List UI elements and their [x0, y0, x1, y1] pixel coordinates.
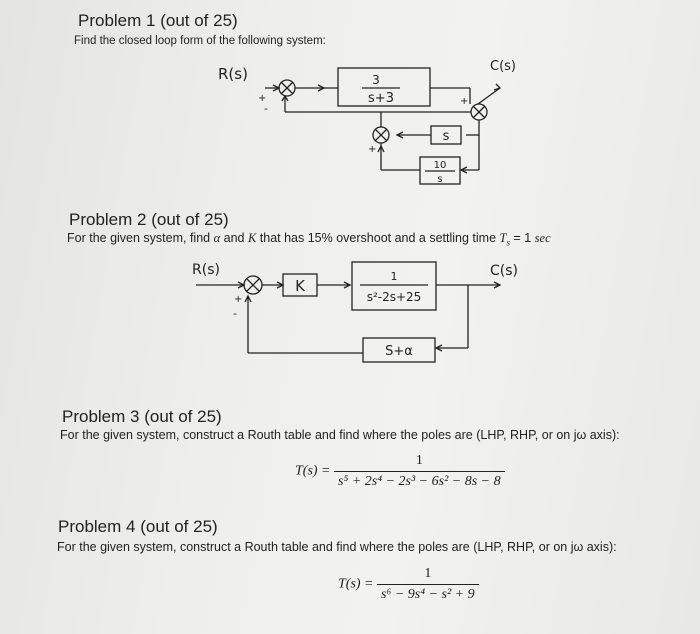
problem4-title: Problem 4 (out of 25): [58, 517, 218, 536]
p1-output-label: C(s): [490, 59, 516, 74]
problem4-description: For the given system, construct a Routh table and find where the poles are (LHP, RHP, or on jω axis):: [57, 540, 617, 554]
p1-g1-denominator: s+3: [368, 91, 394, 106]
p1-input-label: R(s): [218, 65, 248, 83]
problem1-block-diagram: [0, 0, 700, 200]
problem2-description: For the given system, find α and K that has 15% overshoot and a settling time $T_s = 1$ sec: [67, 231, 551, 248]
problem3-denominator: s⁵ + 2s⁴ − 2s³ − 6s² − 8s − 8: [334, 471, 505, 490]
p2-plant-denominator: s²-2s+25: [366, 290, 422, 304]
problem1-title: Problem 1 (out of 25): [78, 11, 238, 30]
p1-sum3-plus: +: [368, 144, 377, 155]
p2-sum-plus: +: [234, 294, 243, 305]
p1-h2-numerator: 10: [433, 160, 447, 171]
problem3-description: For the given system, construct a Routh table and find where the poles are (LHP, RHP, or on jω axis):: [60, 428, 620, 442]
p2-sum-minus: -: [233, 307, 237, 320]
problem3-title: Problem 3 (out of 25): [62, 407, 222, 426]
p1-h2-denominator: s: [437, 174, 443, 185]
p1-sum2-plus: +: [460, 96, 469, 107]
problem3-transfer-function: T(s) = $\frac{1}{\text{s⁵ + 2s⁴ − 2s³ − 6s² − 8s − 8}}$: [295, 453, 505, 490]
problem4-transfer-function: T(s) = $\frac{1}{\text{s⁶ − 9s⁴ − s² + 9}}$: [338, 566, 479, 603]
problem3-numerator: 1: [415, 453, 423, 468]
p1-sum1-plus: +: [258, 93, 267, 104]
problem2-title: Problem 2 (out of 25): [69, 210, 229, 229]
problem1-description: Find the closed loop form of the following system:: [74, 35, 326, 47]
problem4-numerator: 1: [424, 566, 432, 581]
problem4-denominator: s⁶ − 9s⁴ − s² + 9: [377, 584, 479, 603]
problem2-block-diagram: [0, 250, 700, 390]
p2-feedback-label: S+α: [385, 344, 413, 359]
p1-sum1-minus: -: [264, 102, 268, 115]
p2-input-label: R(s): [192, 262, 220, 278]
p2-plant-numerator: 1: [390, 270, 398, 283]
p2-output-label: C(s): [490, 263, 518, 279]
p1-g1-numerator: 3: [372, 73, 380, 87]
p1-h1-label: s: [442, 129, 450, 144]
p2-k-label: K: [295, 277, 305, 295]
